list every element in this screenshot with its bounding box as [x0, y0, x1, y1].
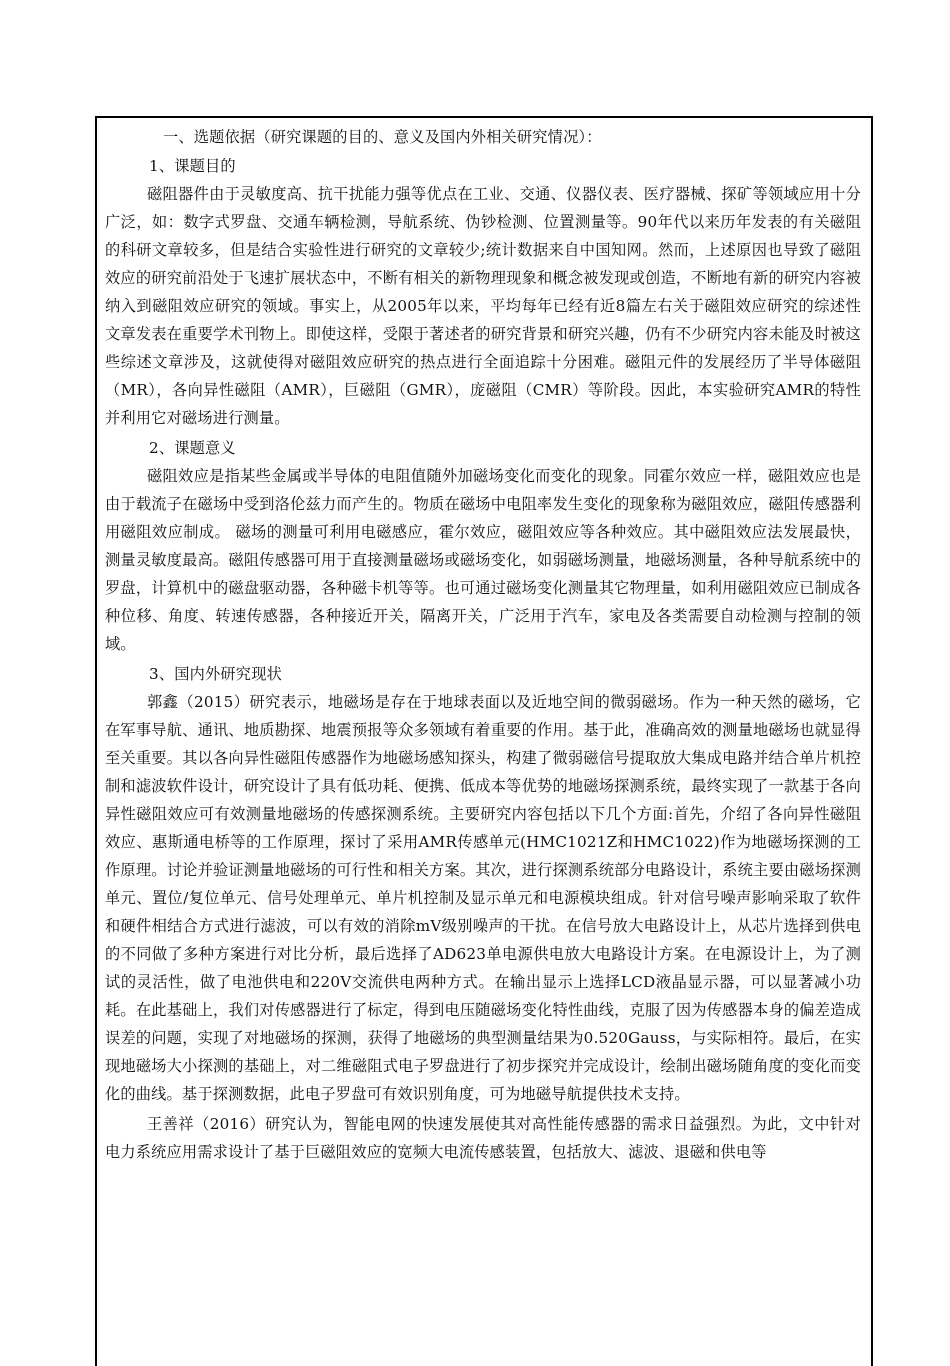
paragraph-research-guo: 郭鑫（2015）研究表示，地磁场是存在于地球表面以及近地空间的微弱磁场。作为一种天然的磁场，它在军事导航、通讯、地质勘探、地震预报等众多领域有着重要的作用。基于此，准确高效的测量地磁场也就显得至关重要。其以各向异性磁阻传感器作为地磁场感知探头，构建了微弱磁信号提取放大集成电路并结合单片机控制和滤波软件设计，研究设计了具有低功耗、便携、低成本等优势的地磁场探测系统，最终实现了一款基于各向异性磁阻效应可有效测量地磁场的传感探测系统。主要研究内容包括以下几个方面:首先，介绍了各向异性磁阻效应、惠斯通电桥等的工作原理，探讨了采用AMR传感单元(HMC1021Z和HMC1022)作为地磁场探测的工作原理。讨论并验证测量地磁场的可行性和相关方案。其次，进行探测系统部分电路设计，系统主要由磁场探测单元、置位/复位单元、信号处理单元、单片机控制及显示单元和电源模块组成。针对信号噪声影响采取了软件和硬件相结合方式进行滤波，可以有效的消除mV级别噪声的干扰。在信号放大电路设计上，从芯片选择到供电的不同做了多种方案进行对比分析，最后选择了AD623单电源供电放大电路设计方案。在电源设计上，为了测试的灵活性，做了电池供电和220V交流供电两种方式。在输出显示上选择LCD液晶显示器，可以显著减小功耗。在此基础上，我们对传感器进行了标定，得到电压随磁场变化特性曲线，克服了因为传感器本身的偏差造成误差的问题，实现了对地磁场的探测，获得了地磁场的典型测量结果为0.520Gauss，与实际相符。最后，在实现地磁场大小探测的基础上，对二维磁阻式电子罗盘进行了初步探究并完成设计，绘制出磁场随角度的变化而变化的曲线。基于探测数据，此电子罗盘可有效识别角度，可为地磁导航提供技术支持。 — [105, 693, 861, 1103]
document-content — [105, 124, 861, 1166]
subsection-title-significance: 2、课题意义 — [149, 439, 236, 457]
section-heading: 一、选题依据（研究课题的目的、意义及国内外相关研究情况）： — [163, 128, 602, 146]
subsection-title-purpose: 1、课题目的 — [149, 157, 236, 175]
paragraph-research-wang: 王善祥（2016）研究认为，智能电网的快速发展使其对高性能传感器的需求日益强烈。为此，文中针对电力系统应用需求设计了基于巨磁阻效应的宽频大电流传感装置，包括放大、滤波、退磁和供电等 — [105, 1115, 861, 1161]
subsection-title-research-status: 3、国内外研究现状 — [149, 665, 282, 683]
document-frame — [95, 116, 873, 1366]
paragraph-purpose: 磁阻器件由于灵敏度高、抗干扰能力强等优点在工业、交通、仪器仪表、医疗器械、探矿等领域应用十分广泛，如：数字式罗盘、交通车辆检测，导航系统、伪钞检测、位置测量等。90年代以来历年发表的有关磁阻的科研文章较多，但是结合实验性进行研究的文章较少;统计数据来自中国知网。然而，上述原因也导致了磁阻效应的研究前沿处于飞速扩展状态中，不断有相关的新物理现象和概念被发现或创造，不断地有新的研究内容被纳入到磁阻效应研究的领域。事实上，从2005年以来，平均每年已经有近8篇左右关于磁阻效应研究的综述性文章发表在重要学术刊物上。即使这样，受限于著述者的研究背景和研究兴趣，仍有不少研究内容未能及时被这些综述文章涉及，这就使得对磁阻效应研究的热点进行全面追踪十分困难。磁阻元件的发展经历了半导体磁阻（MR），各向异性磁阻（AMR），巨磁阻（GMR），庞磁阻（CMR）等阶段。因此，本实验研究AMR的特性并利用它对磁场进行测量。 — [105, 185, 861, 427]
paragraph-significance: 磁阻效应是指某些金属或半导体的电阻值随外加磁场变化而变化的现象。同霍尔效应一样，磁阻效应也是由于载流子在磁场中受到洛伦兹力而产生的。物质在磁场中电阻率发生变化的现象称为磁阻效应，磁阻传感器利用磁阻效应制成。 磁场的测量可利用电磁感应，霍尔效应，磁阻效应等各种效应。其中磁阻效应法发展最快，测量灵敏度最高。磁阻传感器可用于直接测量磁场或磁场变化，如弱磁场测量，地磁场测量，各种导航系统中的罗盘，计算机中的磁盘驱动器，各种磁卡机等等。也可通过磁场变化测量其它物理量，如利用磁阻效应已制成各种位移、角度、转速传感器，各种接近开关，隔离开关，广泛用于汽车，家电及各类需要自动检测与控制的领域。 — [105, 467, 861, 653]
